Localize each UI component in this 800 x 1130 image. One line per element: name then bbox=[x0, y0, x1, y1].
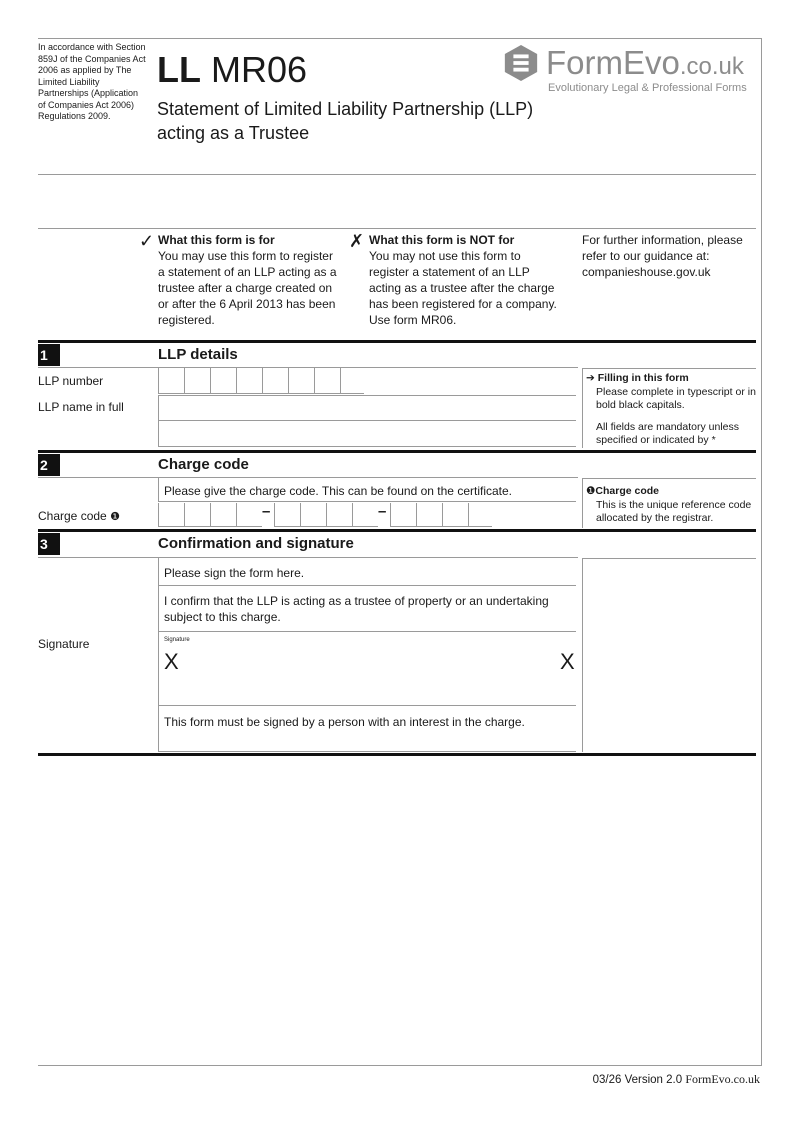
header-divider bbox=[38, 174, 756, 175]
llp-number-box[interactable] bbox=[262, 368, 288, 394]
charge-code-box[interactable] bbox=[274, 503, 300, 527]
for-heading: What this form is for bbox=[158, 233, 275, 247]
logo-tagline: Evolutionary Legal & Professional Forms bbox=[548, 82, 747, 94]
charge-code-note bbox=[586, 485, 756, 498]
signature-box-label: Signature bbox=[164, 637, 190, 643]
llp-number-box[interactable] bbox=[210, 368, 236, 394]
llp-number-box[interactable] bbox=[184, 368, 210, 394]
signature-x-left: X bbox=[164, 649, 179, 674]
confirm-text: I confirm that the LLP is acting as a trustee of property or an undertaking subject to this charge. bbox=[164, 594, 549, 624]
charge-code-box[interactable] bbox=[390, 503, 416, 527]
charge-code-box[interactable] bbox=[236, 503, 262, 527]
cross-icon: ✗ bbox=[349, 231, 365, 251]
info-icon: ❶ bbox=[586, 485, 596, 497]
section2-number: 2 bbox=[38, 454, 60, 476]
charge-code-box[interactable] bbox=[468, 503, 492, 527]
llp-number-box[interactable] bbox=[340, 368, 364, 394]
legal-accordance-note: In accordance with Section 859J of the Companies Act 2006 as applied by The Limited Liability Partnerships (Application of Companies Act 2006) Regulations 2009. bbox=[38, 42, 146, 121]
further-info: For further information, please refer to our guidance at: companieshouse.gov.uk bbox=[582, 233, 743, 279]
charge-code-box[interactable] bbox=[158, 503, 184, 527]
llp-name-label: LLP name in full bbox=[38, 400, 124, 414]
mandatory-note-text: All fields are mandatory unless specified or indicated by * bbox=[596, 421, 739, 446]
filling-note-text: Please complete in typescript or in bold black capitals. bbox=[596, 386, 756, 411]
charge-code-box[interactable] bbox=[442, 503, 468, 527]
formevo-logo-icon bbox=[502, 44, 540, 82]
note1-rule bbox=[582, 368, 756, 369]
charge-instruction: Please give the charge code. This can be found on the certificate. bbox=[164, 484, 512, 498]
info-divider bbox=[38, 228, 756, 229]
charge-code-dash: – bbox=[262, 503, 271, 520]
note2-divider bbox=[582, 478, 583, 528]
logo-suffix: .co.uk bbox=[679, 53, 744, 80]
note3-rule bbox=[582, 558, 756, 559]
note1-divider bbox=[582, 368, 583, 448]
llp-number-box[interactable] bbox=[314, 368, 340, 394]
logo-main: FormEvo bbox=[546, 44, 680, 81]
llp-number-box[interactable] bbox=[288, 368, 314, 394]
section1-number: 1 bbox=[38, 344, 60, 366]
signature-label: Signature bbox=[38, 637, 90, 651]
note3-divider bbox=[582, 558, 583, 752]
not-for-text: You may not use this form to register a statement of an LLP acting as a trustee after the charge has been registered for a company. Use form MR06. bbox=[369, 249, 557, 327]
llp-name-field-1[interactable] bbox=[158, 395, 576, 421]
formevo-logo bbox=[546, 43, 744, 87]
charge-code-box[interactable] bbox=[326, 503, 352, 527]
note2-rule bbox=[582, 478, 756, 479]
charge-code-note-heading: Charge code bbox=[595, 485, 660, 497]
charge-code-box[interactable] bbox=[416, 503, 442, 527]
charge-code-box[interactable] bbox=[300, 503, 326, 527]
section2-title: Charge code bbox=[158, 456, 249, 473]
section3-number: 3 bbox=[38, 533, 60, 555]
sign-here-text: Please sign the form here. bbox=[164, 566, 305, 580]
section1-rule bbox=[38, 340, 756, 343]
llp-number-box[interactable] bbox=[236, 368, 262, 394]
form-code-number: MR06 bbox=[211, 49, 308, 90]
footer-version: 03/26 Version 2.0 bbox=[592, 1074, 683, 1086]
form-code-prefix: LL bbox=[157, 49, 201, 90]
for-text: You may use this form to register a statement of an LLP acting as a trustee after a charge created on or after the 6 April 2013 has been registered. bbox=[158, 249, 337, 327]
section3-end-rule bbox=[38, 753, 756, 756]
charge-code-box[interactable] bbox=[352, 503, 378, 527]
not-for-heading: What this form is NOT for bbox=[369, 233, 515, 247]
filling-note-heading: Filling in this form bbox=[597, 372, 689, 384]
arrow-right-icon: ➔ bbox=[586, 372, 595, 384]
page-border bbox=[38, 38, 762, 1066]
section1-title: LLP details bbox=[158, 346, 238, 363]
charge-code-dash: – bbox=[378, 503, 387, 520]
charge-code-label: Charge code ❶ bbox=[38, 509, 120, 523]
signed-by-text: This form must be signed by a person with an interest in the charge. bbox=[164, 715, 525, 729]
section2-rule bbox=[38, 450, 756, 453]
charge-code-box[interactable] bbox=[210, 503, 236, 527]
form-title: Statement of Limited Liability Partnership (LLP) acting as a Trustee bbox=[157, 99, 534, 143]
signature-x-right: X bbox=[560, 649, 575, 674]
section3-rule bbox=[38, 529, 756, 532]
llp-name-field-2[interactable] bbox=[158, 421, 576, 447]
section3-title: Confirmation and signature bbox=[158, 535, 354, 552]
llp-number-box[interactable] bbox=[158, 368, 184, 394]
footer-brand: FormEvo.co.uk bbox=[685, 1072, 760, 1086]
form-code bbox=[157, 50, 307, 90]
llp-number-label: LLP number bbox=[38, 374, 104, 388]
info-icon: ❶ bbox=[110, 511, 120, 523]
footer bbox=[593, 1072, 760, 1087]
check-icon: ✓ bbox=[139, 231, 155, 251]
charge-code-note-text: This is the unique reference code allocated by the registrar. bbox=[596, 499, 752, 524]
charge-code-box[interactable] bbox=[184, 503, 210, 527]
signature-field[interactable] bbox=[158, 632, 576, 706]
filling-note bbox=[586, 372, 756, 385]
